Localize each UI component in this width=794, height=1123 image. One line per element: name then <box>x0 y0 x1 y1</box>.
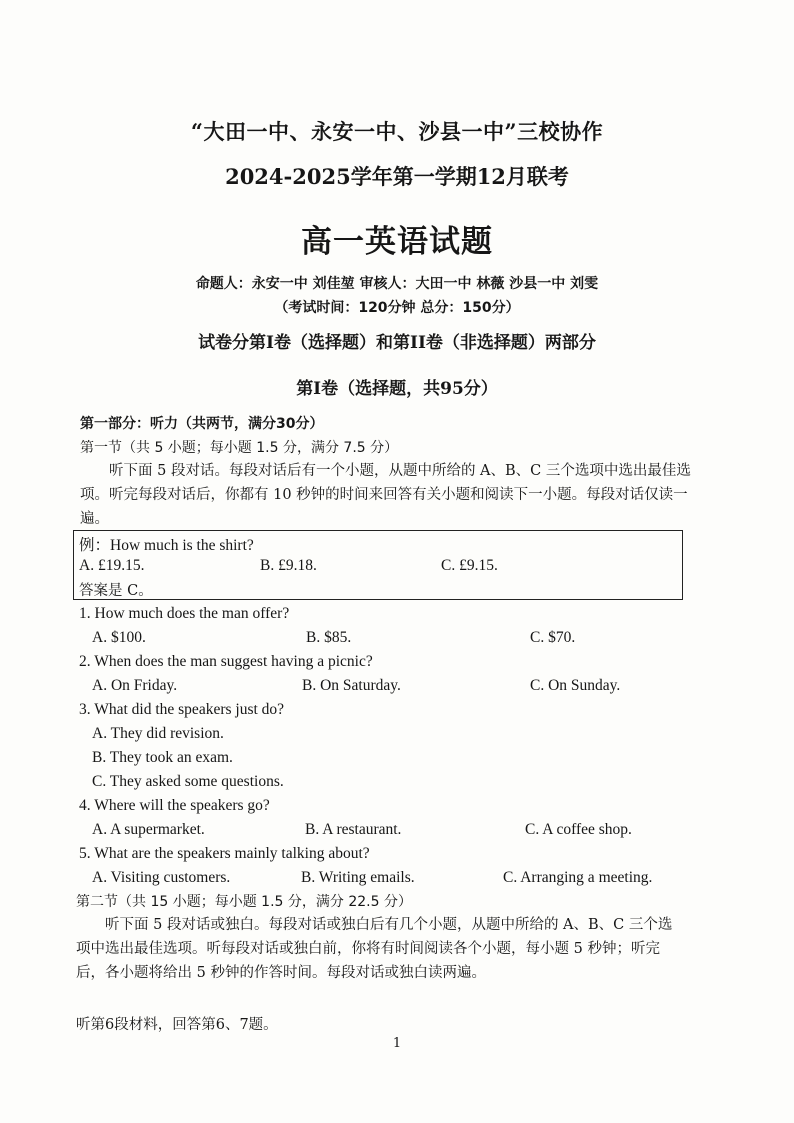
question-2-option-b: B. On Saturday. <box>302 677 401 694</box>
section2-heading: 第二节（共 15 小题；每小题 1.5 分，满分 22.5 分） <box>76 894 412 910</box>
example-option-b: B. £9.18. <box>260 557 317 574</box>
question-3-option-b: B. They took an exam. <box>92 749 233 766</box>
question-5: 5. What are the speakers mainly talking about? <box>79 845 370 862</box>
example-option-a: A. £19.15. <box>79 557 145 574</box>
question-4-option-c: C. A coffee shop. <box>525 821 632 838</box>
question-5-option-c: C. Arranging a meeting. <box>503 869 653 886</box>
question-1-option-c: C. $70. <box>530 629 576 646</box>
question-4: 4. Where will the speakers go? <box>79 797 270 814</box>
question-5-option-a: A. Visiting customers. <box>92 869 231 886</box>
question-2: 2. When does the man suggest having a picnic? <box>79 653 373 670</box>
question-5-option-b: B. Writing emails. <box>301 869 415 886</box>
part1-heading: 第一部分：听力（共两节，满分30分） <box>80 416 324 432</box>
question-2-option-c: C. On Sunday. <box>530 677 621 694</box>
section1-heading: 第一节（共 5 小题；每小题 1.5 分，满分 7.5 分） <box>80 440 399 456</box>
exam-authors: 命题人：永安一中 刘佳堃 审核人：大田一中 林薇 沙县一中 刘雯 <box>195 276 599 292</box>
exam-structure: 试卷分第I卷（选择题）和第II卷（非选择题）两部分 <box>198 333 596 353</box>
question-4-option-b: B. A restaurant. <box>305 821 402 838</box>
volume1-heading: 第I卷（选择题，共95分） <box>296 379 498 399</box>
question-1-option-b: B. $85. <box>306 629 352 646</box>
exam-header-term: 2024-2025学年第一学期12月联考 <box>225 164 569 189</box>
material-note: 听第6段材料，回答第6、7题。 <box>76 1017 278 1033</box>
exam-info: （考试时间：120分钟 总分：150分） <box>274 300 520 316</box>
example-question: 例：How much is the shirt? <box>79 537 254 554</box>
page-number: 1 <box>392 1036 402 1051</box>
question-3: 3. What did the speakers just do? <box>79 701 285 718</box>
question-4-option-a: A. A supermarket. <box>92 821 205 838</box>
example-answer: 答案是 C。 <box>79 583 153 599</box>
section1-instructions: 听下面 5 段对话。每段对话后有一个小题，从题中所给的 A、B、C 三个选项中选出最佳选项。听完每段对话后，你都有 10 秒钟的时间来回答有关小题和阅读下一小题。每段对话仅读一遍。 <box>80 463 691 527</box>
question-1: 1. How much does the man offer? <box>79 605 290 622</box>
section2-instructions: 听下面 5 段对话或独白。每段对话或独白后有几个小题，从题中所给的 A、B、C 三个选项中选出最佳选项。听每段对话或独白前，你将有时间阅读各个小题，每小题 5 秒钟；听完后，各小题将给出 5 秒钟的作答时间。每段对话或独白读两遍。 <box>76 917 673 981</box>
question-3-option-a: A. They did revision. <box>92 725 224 742</box>
example-option-c: C. £9.15. <box>441 557 498 574</box>
question-1-option-a: A. $100. <box>92 629 146 646</box>
question-2-option-a: A. On Friday. <box>92 677 178 694</box>
question-3-option-c: C. They asked some questions. <box>92 773 284 790</box>
exam-header-schools: “大田一中、永安一中、沙县一中”三校协作 <box>190 119 604 144</box>
page-title: 高一英语试题 <box>301 224 493 260</box>
